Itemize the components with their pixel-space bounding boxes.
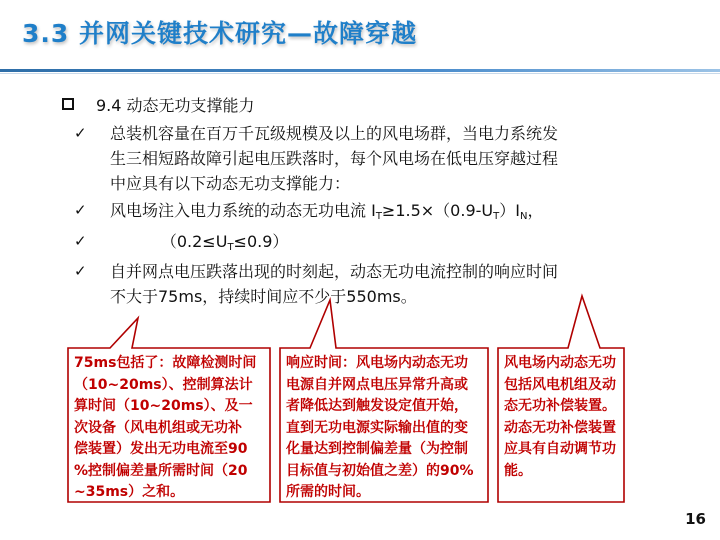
callout-line: （10~20ms）、控制算法计 — [74, 376, 253, 393]
page-number: 16 — [685, 510, 706, 528]
formula-subscript: T — [375, 211, 382, 222]
callout-line: 75ms包括了：故障检测时间 — [74, 355, 257, 371]
callout-line: 包括风电机组及动 — [504, 376, 616, 393]
formula-subscript: T — [493, 211, 500, 222]
check-icon: ✓ — [74, 124, 87, 142]
formula-part: （0.2≤U — [110, 232, 228, 251]
check-icon: ✓ — [74, 201, 87, 219]
callout-line: 偿装置）发出无功电流至90 — [74, 441, 248, 457]
callout-line: 动态无功补偿装置 — [504, 419, 616, 436]
callout-line: 能。 — [504, 462, 532, 479]
callout-line: 者降低达到触发设定值开始， — [286, 398, 468, 414]
callout-line: ~35ms）之和。 — [74, 484, 185, 500]
bullet-line: 不大于75ms，持续时间应不少于550ms。 — [110, 287, 417, 306]
formula-subscript: N — [519, 211, 528, 222]
callout-line: 响应时间：风电场内动态无功 — [286, 355, 468, 371]
callout-line: %控制偏差量所需时间（20 — [74, 462, 248, 479]
bullet-line: 生三相短路故障引起电压跌落时，每个风电场在低电压穿越过程 — [110, 149, 559, 168]
callout-box-dynamic-source — [499, 350, 623, 500]
formula-subscript: T — [227, 242, 234, 253]
callout-box-response-time — [281, 350, 487, 500]
callout-line: 态无功补偿装置。 — [504, 398, 616, 414]
callout-line: 直到无功电源实际输出值的变 — [286, 419, 468, 436]
bullet-line: 总装机容量在百万千瓦级规模及以上的风电场群，当电力系统发 — [110, 124, 559, 143]
check-icon: ✓ — [74, 262, 87, 280]
formula-part: ≤0.9） — [233, 232, 289, 251]
bullet-line: 中应具有以下动态无功支撑能力： — [110, 174, 351, 193]
callout-line: 次设备（风电机组或无功补 — [74, 419, 242, 436]
callout-line: 算时间（10~20ms）、及一 — [74, 398, 253, 414]
callout-line: 所需的时间。 — [286, 484, 370, 500]
formula-part: ）I — [499, 201, 520, 220]
slide-title: 3.3 并网关键技术研究—故障穿越 — [22, 19, 417, 48]
callout-line: 应具有自动调节功 — [504, 441, 616, 457]
callout-line: 目标值与初始值之差）的90% — [286, 462, 474, 479]
callout-line: 风电场内动态无功 — [504, 355, 616, 371]
callout-line: 化量达到控制偏差量（为控制 — [286, 441, 468, 457]
callout-box-75ms — [69, 350, 269, 500]
bullet-line: 自并网点电压跌落出现的时刻起，动态无功电流控制的响应时间 — [110, 262, 559, 281]
formula-part: 风电场注入电力系统的动态无功电流 I — [110, 201, 376, 220]
formula-part: ≥1.5×（0.9-U — [381, 201, 494, 220]
callout-line: 电源自并网点电压异常升高或 — [286, 376, 468, 393]
check-icon: ✓ — [74, 232, 87, 250]
section-heading-text: 9.4 动态无功支撑能力 — [96, 96, 255, 115]
formula-part: ， — [527, 201, 544, 220]
